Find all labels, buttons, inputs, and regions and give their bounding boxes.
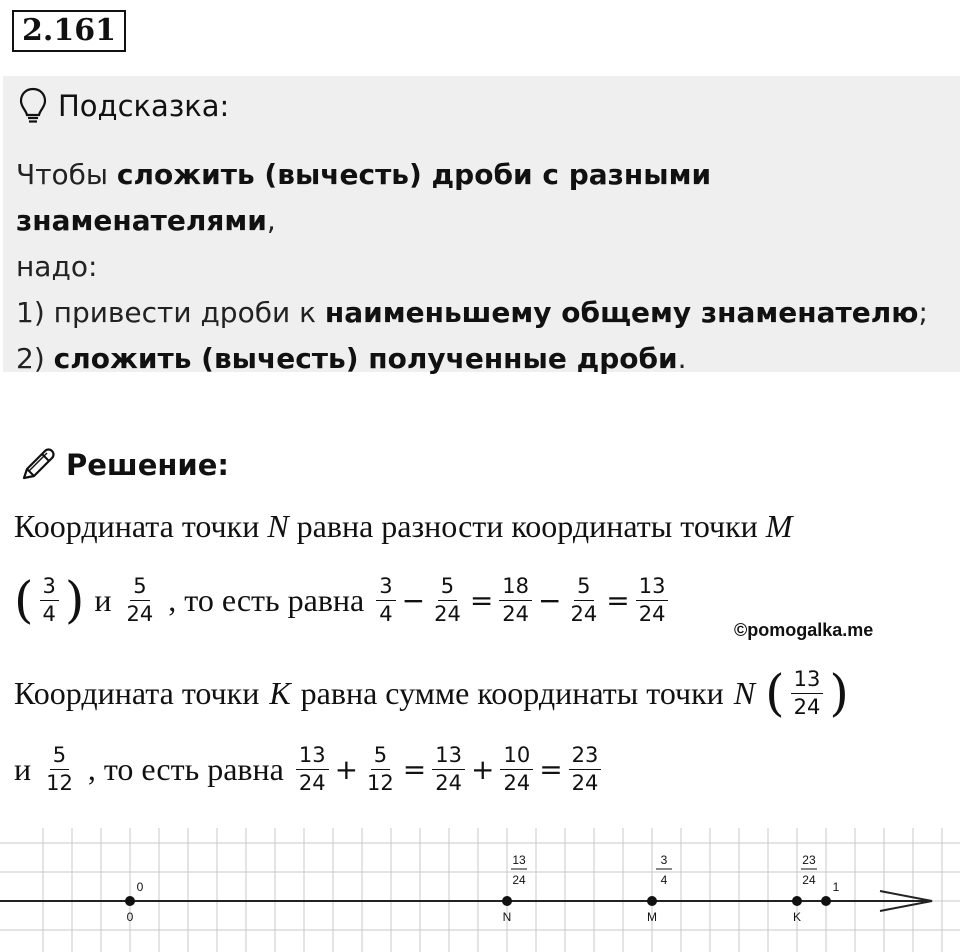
var-m: M	[765, 508, 793, 544]
fraction: $\frac{5}{12}$	[46, 743, 73, 795]
fraction: $\frac{5}{24}$	[434, 573, 461, 626]
hint-line4-plain: 2)	[16, 342, 54, 375]
tick-label: 1	[832, 880, 840, 894]
fraction: $\frac{13}{24}$	[432, 745, 465, 794]
solution-line-2	[14, 571, 670, 629]
fraction: $\frac{13}{24}$	[296, 745, 329, 794]
frac-num-label: 13	[512, 853, 526, 867]
equation-subtraction	[374, 573, 670, 626]
fraction: $\frac{3}{4}$	[376, 576, 395, 625]
point-k	[792, 896, 802, 906]
var-n: N	[267, 508, 289, 544]
sol-text: , то есть равна	[87, 751, 284, 787]
point-one	[821, 896, 831, 906]
operator: −	[401, 583, 426, 617]
operator: =	[469, 583, 494, 617]
fraction: $\frac{5}{24}$	[126, 573, 154, 626]
var-k: K	[269, 674, 291, 711]
fraction: $\frac{5}{24}$	[570, 573, 598, 626]
hint-title-text: Подсказка:	[58, 89, 230, 123]
operator: +	[470, 753, 495, 786]
tick-label: 0	[136, 880, 144, 894]
paren-open: (	[14, 571, 34, 629]
watermark: ©pomogalka.me	[734, 620, 874, 640]
pencil-icon	[18, 446, 56, 484]
fraction: $\frac{5}{12}$	[367, 743, 394, 795]
point-label: M	[647, 910, 657, 924]
hint-line2: надо:	[16, 250, 98, 283]
point-n	[502, 896, 512, 906]
hint-text	[16, 152, 946, 382]
hint-line4-end: .	[677, 342, 687, 375]
hint-line3-plain: 1) привести дроби к	[16, 296, 325, 329]
solution-title-text: Решение:	[66, 448, 230, 482]
equation-addition	[294, 745, 604, 794]
sol-text: Координата точки	[14, 508, 260, 544]
point-label: 0	[126, 910, 134, 924]
fraction: $\frac{18}{24}$	[499, 576, 532, 625]
hint-line4-bold: сложить (вычесть) полученные дроби	[53, 342, 678, 375]
point-label: N	[502, 910, 512, 924]
frac-num-label: 3	[660, 853, 668, 867]
grid	[0, 828, 960, 952]
sol-text: Координата точки	[14, 674, 260, 711]
problem-number: 2.161	[12, 10, 126, 52]
paren-open: (	[765, 664, 785, 722]
hint-line1-bold: сложить (вычесть) дроби с разными знаменателями	[16, 158, 712, 237]
operator: =	[539, 753, 563, 786]
lightbulb-icon	[18, 87, 48, 125]
operator: −	[538, 583, 562, 617]
paren-close: )	[64, 571, 85, 629]
var-n: N	[733, 674, 756, 711]
sol-text: равна сумме координаты точки	[300, 674, 724, 711]
hint-line3-end: ;	[918, 296, 928, 329]
solution-line-3	[14, 664, 849, 722]
fraction: $\frac{10}{24}$	[500, 745, 533, 794]
solution-line-1	[14, 508, 792, 545]
operator: +	[334, 753, 359, 786]
paren-close: )	[829, 664, 849, 722]
frac-num-label: 23	[802, 853, 816, 867]
solution-title	[18, 442, 229, 488]
frac-den-label: 24	[512, 873, 526, 887]
hint-line1-end: ,	[266, 204, 276, 237]
operator: =	[402, 753, 427, 786]
sol-text: равна разности координаты точки	[296, 508, 758, 544]
sol-text: и	[14, 751, 32, 787]
solution-line-4	[14, 745, 603, 794]
sol-text: , то есть равна	[168, 581, 365, 618]
hint-title	[18, 86, 229, 126]
fraction: $\frac{13}{24}$	[636, 576, 669, 625]
point-label: K	[792, 910, 801, 924]
fraction: $\frac{23}{24}$	[569, 745, 602, 794]
point-0	[125, 896, 135, 906]
fraction: $\frac{3}{4}$	[40, 576, 59, 625]
frac-den-label: 4	[660, 873, 668, 887]
point-m	[647, 896, 657, 906]
sol-text: и	[94, 581, 112, 618]
points	[125, 853, 840, 924]
number-line	[0, 828, 960, 952]
hint-line1-plain: Чтобы	[16, 158, 117, 191]
operator: =	[606, 583, 630, 617]
fraction: $\frac{13}{24}$	[791, 669, 824, 718]
frac-den-label: 24	[802, 873, 816, 887]
hint-line3-bold: наименьшему общему знаменателю	[324, 296, 919, 329]
